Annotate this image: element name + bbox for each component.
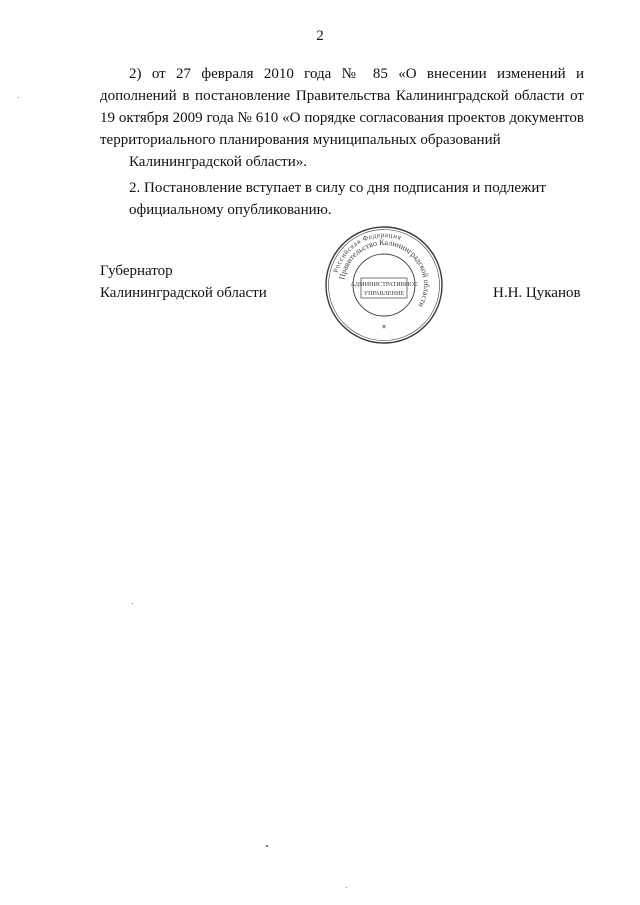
seal-outer-text: Российская Федерация (331, 230, 403, 274)
seal-center-line1: АДМИНИСТРАТИВНОЕ (350, 281, 418, 288)
document-body (100, 63, 584, 225)
seal-graphic (322, 223, 446, 347)
paragraph-effective-text: 2. Постановление вступает в силу со дня подписания и подлежит (129, 180, 546, 196)
signer-title (100, 260, 267, 304)
signer-title-line1: Губернатор (100, 263, 173, 279)
paragraph-amendment-text: 2) от 27 февраля 2010 года № 85 «О внесении изменений и дополнений в постановление Правительства Калининградской области от 19 октября 2009 года № 610 «О порядке согласования проектов документов территориального планирования муниципальных образований (100, 66, 584, 148)
seal-star-icon: * (381, 324, 387, 334)
signer-name: Н.Н. Цуканов (493, 285, 581, 301)
paragraph-amendment-last-line: Калининградской области». (129, 154, 307, 170)
scan-speck (18, 97, 19, 98)
seal-center-line2: УПРАВЛЕНИЕ (363, 290, 405, 297)
paragraph-amendment (100, 63, 584, 173)
scan-speck (346, 887, 347, 888)
scan-speck (132, 603, 133, 604)
paragraph-effective (100, 177, 584, 221)
seal-ring-text: Правительство Калининградской области (337, 237, 432, 309)
page-number: 2 (316, 28, 324, 44)
signer-title-line2: Калининградской области (100, 285, 267, 301)
paragraph-effective-last-line: официальному опубликованию. (129, 202, 332, 218)
official-seal (322, 223, 446, 347)
scan-speck (266, 845, 268, 847)
